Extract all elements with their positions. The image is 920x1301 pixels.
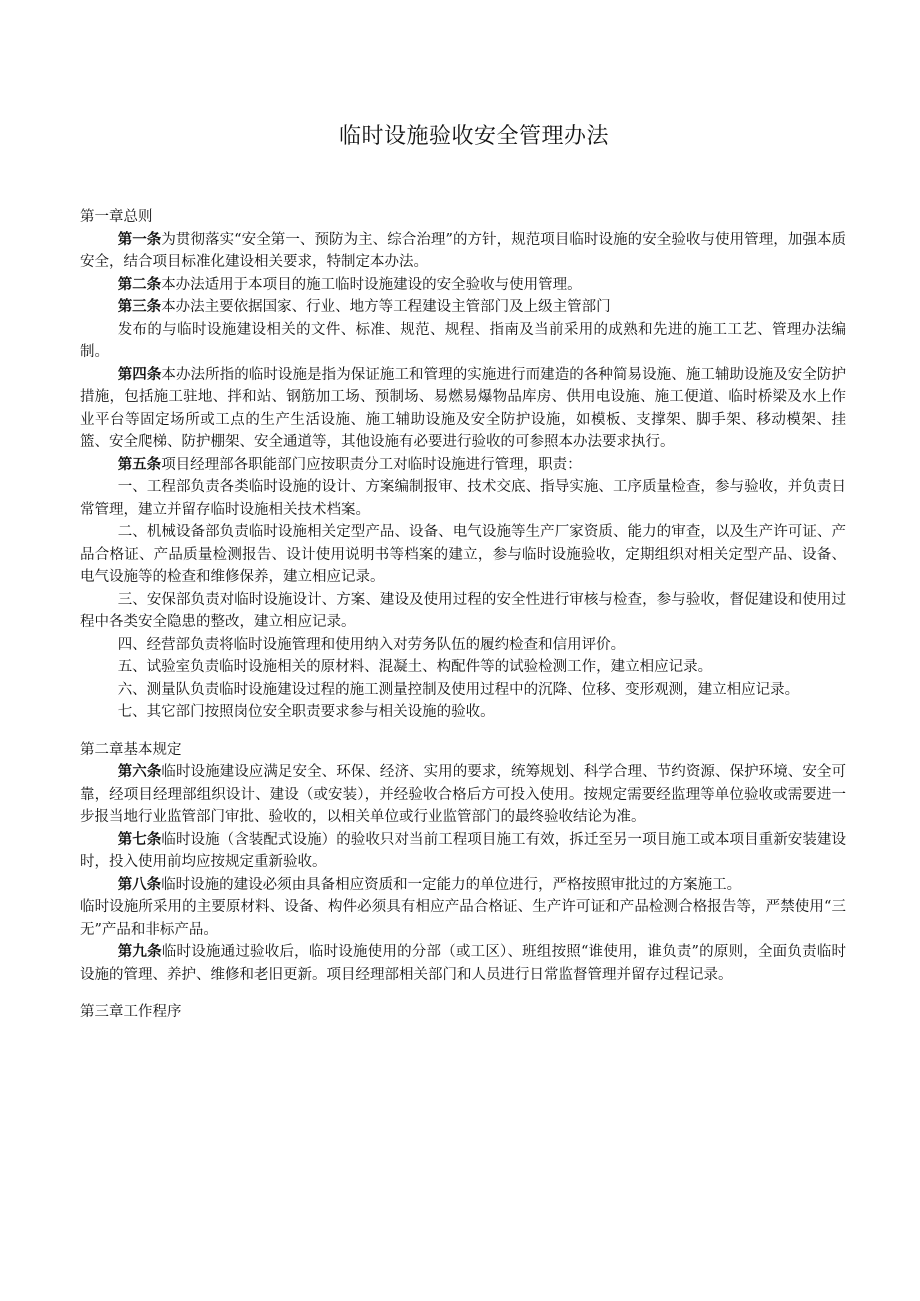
article-8-text: 临时设施的建设必须由具备相应资质和一定能力的单位进行，严格按照审批过的方案施工。 — [161, 876, 742, 893]
document-title: 临时设施验收安全管理办法 — [338, 124, 609, 149]
article-2-label: 第二条 — [117, 275, 162, 293]
article-7-text: 临时设施（含装配式设施）的验收只对当前工程项目施工有效，拆迁至另一项目施工或本项目重新安装建设时，投入使用前均应按规定重新验收。 — [80, 831, 846, 870]
article-9-text: 临时设施通过验收后，临时设施使用的分部（或工区）、班组按照“谁使用，谁负责”的原则，全面负责临时设施的管理、养护、维修和老旧更新。项目经理部相关部门和人员进行日常监督管理并留存过程记录。 — [80, 944, 847, 983]
article-1-label: 第一条 — [117, 230, 162, 248]
article-8 — [80, 874, 846, 897]
article-4-text: 本办法所指的临时设施是指为保证施工和管理的实施进行而建造的各种简易设施、施工辅助设施及安全防护措施，包括施工驻地、拌和站、钢筋加工场、预制场、易燃易爆物品库房、供用电设施、施工便道、临时桥梁及水上作业平台等固定场所或工点的生产生活设施、施工辅助设施及安全防护设施，如模板、支撑架、脚手架、移动模架、挂篮、安全爬梯、防护棚架、安全通道等，其他设施有必要进行验收的可参照本办法要求执行。 — [80, 366, 846, 450]
duty-item-4: 四、经营部负责将临时设施管理和使用纳入对劳务队伍的履约检查和信用评价。 — [117, 636, 626, 653]
chapter-2-heading: 第二章基本规定 — [80, 741, 182, 758]
duty-item-1: 一、工程部负责各类临时设施的设计、方案编制报审、技术交底、指导实施、工序质量检查，参与验收，并负责日常管理，建立并留存临时设施相关技术档案。 — [80, 479, 846, 518]
article-6 — [80, 761, 846, 829]
article-9 — [80, 941, 846, 986]
article-2 — [80, 274, 846, 297]
chapter-3-heading: 第三章工作程序 — [80, 1004, 182, 1020]
article-5 — [80, 454, 846, 477]
article-8-label: 第八条 — [117, 875, 162, 893]
document-page — [80, 120, 846, 1024]
duty-item-6: 六、测量队负责临时设施建设过程的施工测量控制及使用过程中的沉降、位移、变形观测，建立相应记录。 — [117, 681, 800, 698]
section-spacer — [80, 724, 846, 739]
article-3-continuation: 发布的与临时设施建设相关的文件、标准、规范、规程、指南及当前采用的成熟和先进的施工工艺、管理办法编制。 — [80, 321, 846, 360]
article-5-text: 项目经理部各职能部门应按职责分工对临时设施进行管理，职责： — [161, 456, 582, 473]
article-4 — [80, 364, 846, 454]
article-1-text: 为贯彻落实“安全第一、预防为主、综合治理”的方针，规范项目临时设施的安全验收与使用管理，加强本质安全，结合项目标准化建设相关要求，特制定本办法。 — [80, 231, 847, 270]
article-3-label: 第三条 — [117, 298, 162, 315]
duty-item-7: 七、其它部门按照岗位安全职责要求参与相关设施的验收。 — [117, 704, 495, 720]
article-6-text: 临时设施建设应满足安全、环保、经济、实用的要求，统筹规划、科学合理、节约资源、保护环境、安全可靠，经项目经理部组织设计、建设（或安装），并经验收合格后方可投入使用。按规定需要经监理等单位验收或需要进一步报当地行业监管部门审批、验收的，以相关单位或行业监管部门的最终验收结论为准。 — [80, 764, 846, 825]
article-2-text: 本办法适用于本项目的施工临时设施建设的安全验收与使用管理。 — [161, 276, 582, 293]
article-7-label: 第七条 — [117, 830, 162, 848]
article-7 — [80, 829, 846, 874]
article-4-label: 第四条 — [117, 365, 162, 383]
duty-item-5: 五、试验室负责临时设施相关的原材料、混凝土、构配件等的试验检测工作，建立相应记录。 — [117, 659, 713, 675]
article-6-label: 第六条 — [117, 763, 162, 780]
chapter-1-heading: 第一章总则 — [80, 209, 153, 225]
article-8-continuation: 临时设施所采用的主要原材料、设备、构件必须具有相应产品合格证、生产许可证和产品检测合格报告等，严禁使用“三无”产品和非标产品。 — [80, 899, 846, 938]
duty-item-2: 二、机械设备部负责临时设施相关定型产品、设备、电气设施等生产厂家资质、能力的审查，以及生产许可证、产品合格证、产品质量检测报告、设计使用说明书等档案的建立，参与临时设施验收，定期组织对相关定型产品、设备、电气设施等的检查和维修保养，建立相应记录。 — [80, 524, 846, 585]
duty-item-3: 三、安保部负责对临时设施设计、方案、建设及使用过程的安全性进行审核与检查，参与验收，督促建设和使用过程中各类安全隐患的整改，建立相应记录。 — [80, 591, 846, 630]
article-9-label: 第九条 — [117, 943, 162, 960]
article-3-text: 本办法主要依据国家、行业、地方等工程建设主管部门及上级主管部门 — [161, 299, 611, 315]
section-spacer — [80, 986, 846, 1001]
article-1 — [80, 229, 846, 274]
article-5-label: 第五条 — [117, 455, 162, 473]
article-3 — [80, 296, 846, 319]
